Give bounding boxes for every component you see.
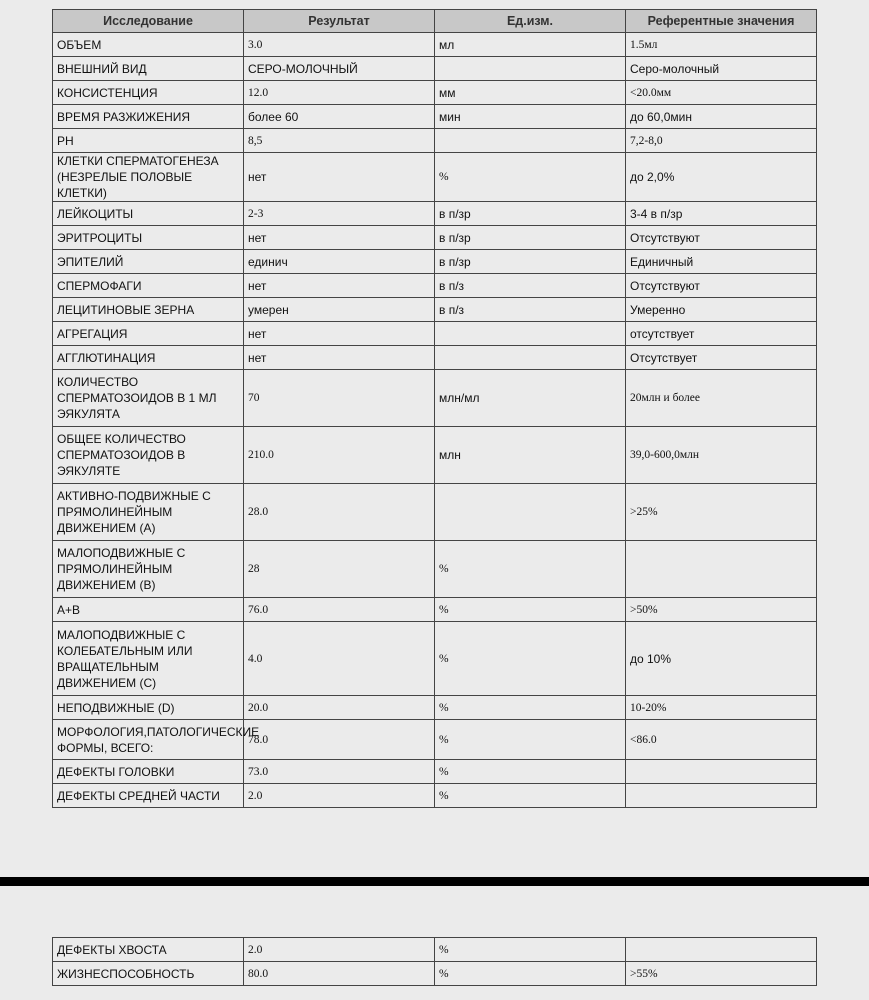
- cell-result: 20.0: [244, 696, 435, 720]
- cell-reference: 7,2-8,0: [626, 129, 817, 153]
- table-row: [53, 33, 817, 57]
- cell-reference: >55%: [626, 962, 817, 986]
- cell-reference: <20.0мм: [626, 81, 817, 105]
- results-table-continued: [52, 937, 817, 986]
- cell-unit: мл: [435, 33, 626, 57]
- cell-unit: %: [435, 598, 626, 622]
- cell-reference: 10-20%: [626, 696, 817, 720]
- table-row: [53, 57, 817, 81]
- table-row: [53, 484, 817, 541]
- cell-reference: Серо-молочный: [626, 57, 817, 81]
- cell-reference: 39,0-600,0млн: [626, 427, 817, 484]
- cell-result: 76.0: [244, 598, 435, 622]
- cell-study: ЭПИТЕЛИЙ: [53, 250, 244, 274]
- cell-unit: [435, 484, 626, 541]
- cell-result: СЕРО-МОЛОЧНЫЙ: [244, 57, 435, 81]
- cell-reference: 3-4 в п/зр: [626, 202, 817, 226]
- cell-unit: в п/з: [435, 298, 626, 322]
- cell-unit: [435, 57, 626, 81]
- cell-unit: %: [435, 541, 626, 598]
- cell-study: ОБЩЕЕ КОЛИЧЕСТВО СПЕРМАТОЗОИДОВ В ЭЯКУЛЯТЕ: [53, 427, 244, 484]
- cell-result: 28: [244, 541, 435, 598]
- table-row: [53, 81, 817, 105]
- cell-reference: [626, 784, 817, 808]
- cell-study: ЛЕЦИТИНОВЫЕ ЗЕРНА: [53, 298, 244, 322]
- cell-unit: в п/зр: [435, 250, 626, 274]
- cell-study: PH: [53, 129, 244, 153]
- cell-unit: [435, 129, 626, 153]
- cell-result: нет: [244, 322, 435, 346]
- cell-study: А+В: [53, 598, 244, 622]
- results-table: [52, 9, 817, 808]
- cell-study: СПЕРМОФАГИ: [53, 274, 244, 298]
- cell-unit: мм: [435, 81, 626, 105]
- header-study: Исследование: [53, 10, 244, 33]
- cell-result: 8,5: [244, 129, 435, 153]
- table-row: [53, 598, 817, 622]
- table-row: [53, 938, 817, 962]
- cell-study: ДЕФЕКТЫ ГОЛОВКИ: [53, 760, 244, 784]
- cell-result: нет: [244, 274, 435, 298]
- cell-unit: %: [435, 622, 626, 696]
- cell-unit: в п/зр: [435, 226, 626, 250]
- cell-unit: млн/мл: [435, 370, 626, 427]
- cell-unit: %: [435, 696, 626, 720]
- table-row: [53, 346, 817, 370]
- cell-result: 4.0: [244, 622, 435, 696]
- table-row: [53, 622, 817, 696]
- cell-reference: Умеренно: [626, 298, 817, 322]
- cell-unit: %: [435, 760, 626, 784]
- cell-study: ДЕФЕКТЫ ХВОСТА: [53, 938, 244, 962]
- cell-reference: Отсутствуют: [626, 274, 817, 298]
- cell-study: КЛЕТКИ СПЕРМАТОГЕНЕЗА (НЕЗРЕЛЫЕ ПОЛОВЫЕ КЛЕТКИ): [53, 153, 244, 202]
- cell-result: 210.0: [244, 427, 435, 484]
- cell-study: КОНСИСТЕНЦИЯ: [53, 81, 244, 105]
- cell-study: АГРЕГАЦИЯ: [53, 322, 244, 346]
- cell-result: 2.0: [244, 938, 435, 962]
- cell-unit: [435, 322, 626, 346]
- cell-result: единич: [244, 250, 435, 274]
- cell-reference: до 2,0%: [626, 153, 817, 202]
- cell-unit: [435, 346, 626, 370]
- cell-reference: [626, 541, 817, 598]
- cell-study: НЕПОДВИЖНЫЕ (D): [53, 696, 244, 720]
- table-row: [53, 784, 817, 808]
- table-row: [53, 226, 817, 250]
- table-row: [53, 370, 817, 427]
- cell-reference: до 10%: [626, 622, 817, 696]
- cell-unit: %: [435, 784, 626, 808]
- cell-reference: >50%: [626, 598, 817, 622]
- cell-reference: Отсутствуют: [626, 226, 817, 250]
- cell-reference: отсутствует: [626, 322, 817, 346]
- cell-study: ВНЕШНИЙ ВИД: [53, 57, 244, 81]
- cell-result: 80.0: [244, 962, 435, 986]
- cell-study: МОРФОЛОГИЯ,ПАТОЛОГИЧЕСКИЕ ФОРМЫ, ВСЕГО:: [53, 720, 244, 760]
- table-row: [53, 322, 817, 346]
- table-row: [53, 105, 817, 129]
- cell-unit: млн: [435, 427, 626, 484]
- cell-result: более 60: [244, 105, 435, 129]
- table-row: [53, 962, 817, 986]
- table-row: [53, 250, 817, 274]
- table-row: [53, 427, 817, 484]
- cell-study: МАЛОПОДВИЖНЫЕ С ПРЯМОЛИНЕЙНЫМ ДВИЖЕНИЕМ (В): [53, 541, 244, 598]
- table-row: [53, 202, 817, 226]
- cell-result: 3.0: [244, 33, 435, 57]
- table-row: [53, 760, 817, 784]
- cell-result: 2.0: [244, 784, 435, 808]
- cell-study: ЖИЗНЕСПОСОБНОСТЬ: [53, 962, 244, 986]
- table-row: [53, 720, 817, 760]
- cell-study: ОБЪЕМ: [53, 33, 244, 57]
- cell-result: 28.0: [244, 484, 435, 541]
- cell-reference: Отсутствует: [626, 346, 817, 370]
- cell-reference: Единичный: [626, 250, 817, 274]
- cell-unit: в п/з: [435, 274, 626, 298]
- cell-result: умерен: [244, 298, 435, 322]
- cell-study: ЛЕЙКОЦИТЫ: [53, 202, 244, 226]
- cell-study: АКТИВНО-ПОДВИЖНЫЕ С ПРЯМОЛИНЕЙНЫМ ДВИЖЕНИЕМ (А): [53, 484, 244, 541]
- cell-reference: [626, 760, 817, 784]
- cell-unit: %: [435, 938, 626, 962]
- cell-unit: %: [435, 153, 626, 202]
- cell-study: ЭРИТРОЦИТЫ: [53, 226, 244, 250]
- header-result: Результат: [244, 10, 435, 33]
- cell-reference: >25%: [626, 484, 817, 541]
- cell-result: нет: [244, 226, 435, 250]
- cell-reference: <86.0: [626, 720, 817, 760]
- cell-result: 12.0: [244, 81, 435, 105]
- cell-reference: 20млн и более: [626, 370, 817, 427]
- cell-result: нет: [244, 346, 435, 370]
- cell-result: 70: [244, 370, 435, 427]
- header-unit: Ед.изм.: [435, 10, 626, 33]
- cell-unit: %: [435, 720, 626, 760]
- cell-unit: мин: [435, 105, 626, 129]
- table-row: [53, 298, 817, 322]
- table-row: [53, 274, 817, 298]
- cell-reference: 1.5мл: [626, 33, 817, 57]
- table-header-row: [53, 10, 817, 33]
- cell-unit: %: [435, 962, 626, 986]
- table-row: [53, 696, 817, 720]
- cell-study: МАЛОПОДВИЖНЫЕ С КОЛЕБАТЕЛЬНЫМ ИЛИ ВРАЩАТЕЛЬНЫМ ДВИЖЕНИЕМ (С): [53, 622, 244, 696]
- header-reference: Референтные значения: [626, 10, 817, 33]
- table-row: [53, 541, 817, 598]
- cell-result: 2-3: [244, 202, 435, 226]
- table-row: [53, 129, 817, 153]
- table-row: [53, 153, 817, 202]
- cell-study: ДЕФЕКТЫ СРЕДНЕЙ ЧАСТИ: [53, 784, 244, 808]
- cell-study: КОЛИЧЕСТВО СПЕРМАТОЗОИДОВ В 1 МЛ ЭЯКУЛЯТА: [53, 370, 244, 427]
- cell-unit: в п/зр: [435, 202, 626, 226]
- page-divider: [0, 877, 869, 886]
- cell-result: 78.0: [244, 720, 435, 760]
- cell-result: нет: [244, 153, 435, 202]
- cell-reference: до 60,0мин: [626, 105, 817, 129]
- cell-result: 73.0: [244, 760, 435, 784]
- cell-reference: [626, 938, 817, 962]
- cell-study: АГГЛЮТИНАЦИЯ: [53, 346, 244, 370]
- cell-study: ВРЕМЯ РАЗЖИЖЕНИЯ: [53, 105, 244, 129]
